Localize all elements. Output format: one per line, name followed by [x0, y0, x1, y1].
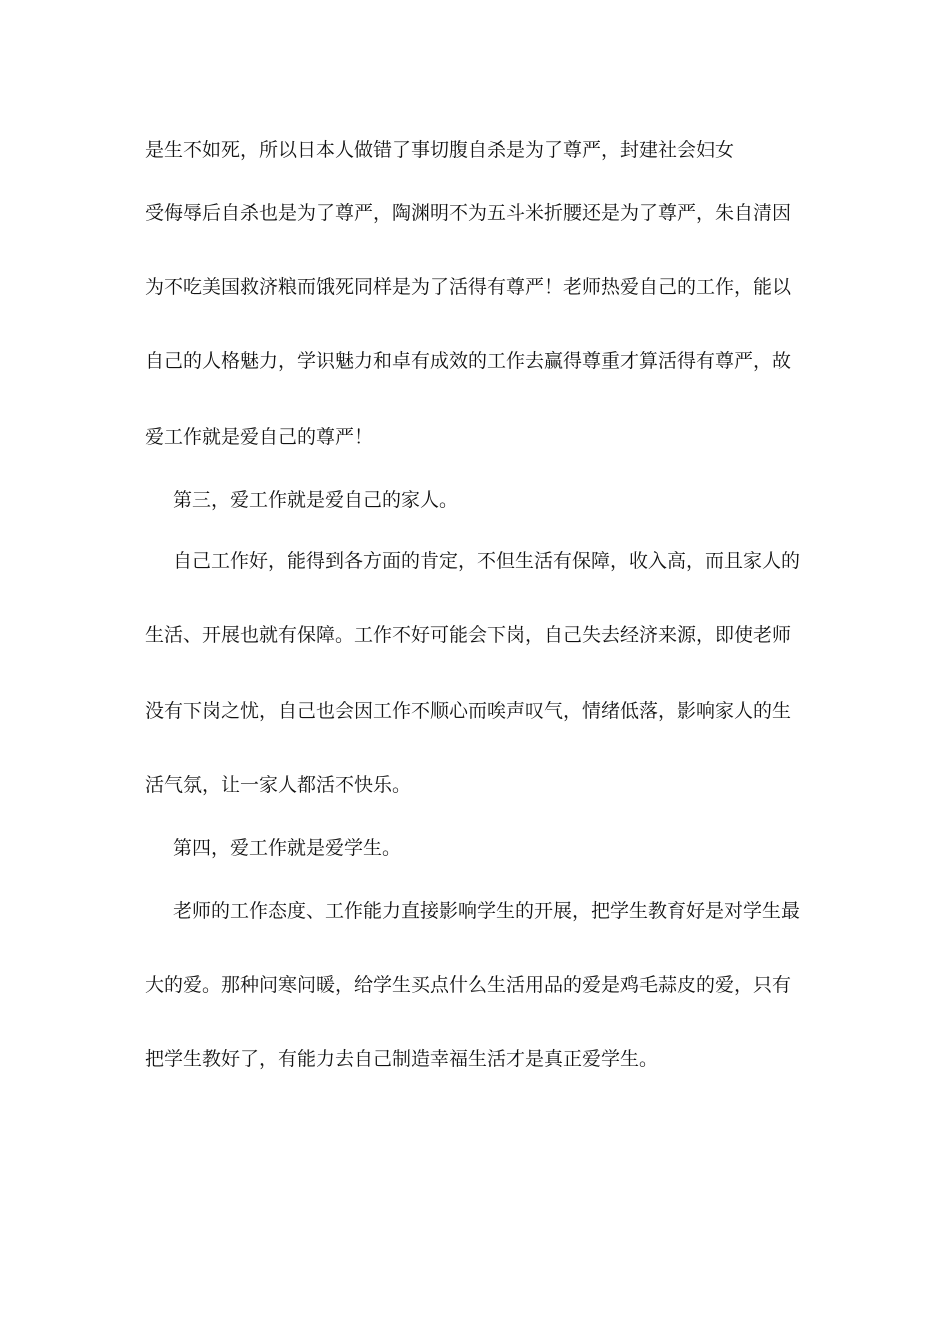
text-line: 把学生教好了，有能力去自己制造幸福生活才是真正爱学生。 — [145, 1048, 659, 1070]
text-line: 老师的工作态度、工作能力直接影响学生的开展，把学生教育好是对学生最 — [173, 900, 801, 922]
text-line: 是生不如死，所以日本人做错了事切腹自杀是为了尊严，封建社会妇女 — [145, 139, 735, 161]
section-heading: 第三，爱工作就是爱自己的家人。 — [173, 489, 459, 511]
text-line: 大的爱。那种问寒问暖，给学生买点什么生活用品的爱是鸡毛蒜皮的爱，只有 — [145, 974, 792, 996]
text-line: 受侮辱后自杀也是为了尊严，陶渊明不为五斗米折腰还是为了尊严，朱自清因 — [145, 202, 792, 224]
text-line: 自己工作好，能得到各方面的肯定，不但生活有保障，收入高，而且家人的 — [173, 550, 801, 572]
text-line: 活气氛，让一家人都活不快乐。 — [145, 774, 412, 796]
text-line: 为不吃美国救济粮而饿死同样是为了活得有尊严！老师热爱自己的工作，能以 — [145, 276, 792, 298]
text-line: 自己的人格魅力，学识魅力和卓有成效的工作去赢得尊重才算活得有尊严，故 — [145, 350, 792, 372]
section-heading: 第四，爱工作就是爱学生。 — [173, 837, 402, 859]
text-line: 没有下岗之忧，自己也会因工作不顺心而唉声叹气，情绪低落，影响家人的生 — [145, 700, 792, 722]
text-line: 生活、开展也就有保障。工作不好可能会下岗，自己失去经济来源，即使老师 — [145, 624, 792, 646]
text-line: 爱工作就是爱自己的尊严！ — [145, 426, 374, 448]
